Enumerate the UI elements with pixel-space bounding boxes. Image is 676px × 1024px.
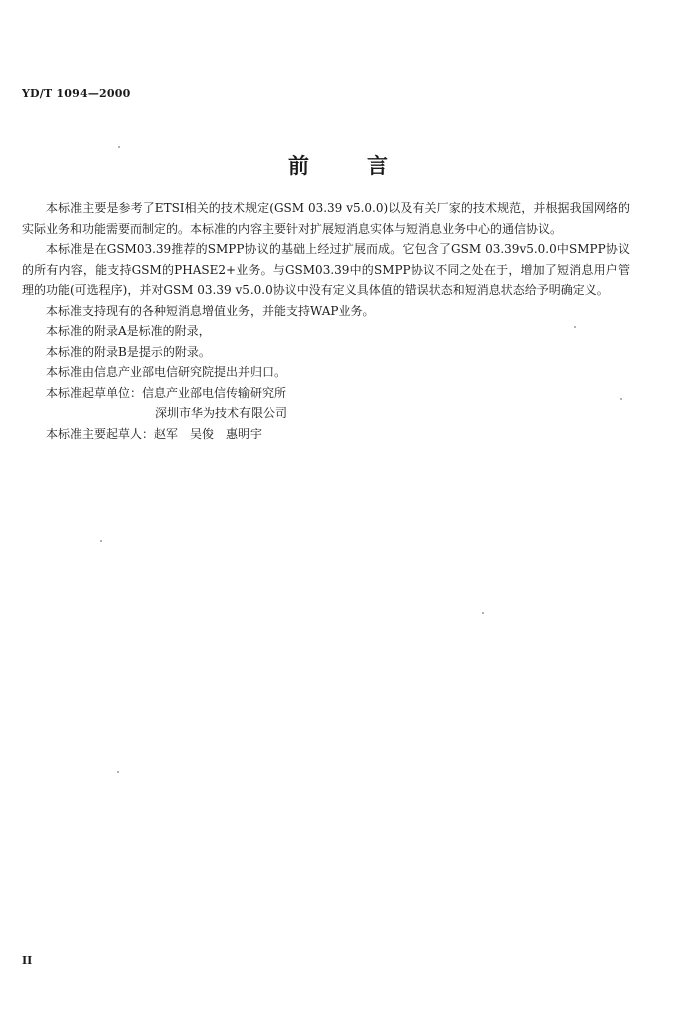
scan-speck bbox=[574, 326, 576, 328]
title-char-1: 前 bbox=[288, 153, 309, 178]
drafting-unit-second: 深圳市华为技术有限公司 bbox=[155, 406, 288, 420]
paragraph-annex-a: 本标准的附录A是标准的附录， bbox=[46, 324, 211, 338]
scan-speck bbox=[620, 398, 622, 400]
paragraph-extension: 本标准是在GSM03.39推荐的SMPP协议的基础上经过扩展而成。它包含了GSM 03.39v5.0.0中SMPP协议的所有内容，能支持GSM的PHASE2+业务。与GSM03.39中的SMPP协议不同之处在于，增加了短消息用户管理的功能(可选程序)，并对GSM 03.39 v5.0.0协议中没有定义具体值的错误状态和短消息状态给予明确定义。 bbox=[22, 242, 630, 297]
scan-speck bbox=[100, 540, 102, 542]
paragraph-drafting-units: 本标准起草单位：信息产业部电信传输研究所 bbox=[46, 385, 287, 400]
paragraph-annex-b: 本标准的附录B是提示的附录。 bbox=[46, 344, 211, 359]
paragraph-services: 本标准支持现有的各种短消息增值业务，并能支持WAP业务。 bbox=[46, 303, 375, 318]
page-title bbox=[0, 150, 676, 180]
scan-speck bbox=[482, 612, 484, 614]
title-char-2: 言 bbox=[367, 153, 388, 178]
scan-speck bbox=[118, 146, 120, 148]
paragraph-reference: 本标准主要是参考了ETSI相关的技术规定(GSM 03.39 v5.0.0)以及有关厂家的技术规范，并根据我国网络的实际业务和功能需要而制定的。本标准的内容主要针对扩展短消息实体与短消息业务中心的通信协议。 bbox=[22, 201, 630, 236]
standard-number: YD/T 1094—2000 bbox=[22, 87, 131, 100]
paragraph-proposer: 本标准由信息产业部电信研究院提出并归口。 bbox=[46, 365, 287, 379]
scan-speck bbox=[117, 771, 119, 773]
foreword-body bbox=[22, 198, 630, 444]
page-number: II bbox=[22, 954, 33, 967]
paragraph-drafters: 本标准主要起草人：赵军 吴俊 惠明宇 bbox=[46, 426, 263, 441]
